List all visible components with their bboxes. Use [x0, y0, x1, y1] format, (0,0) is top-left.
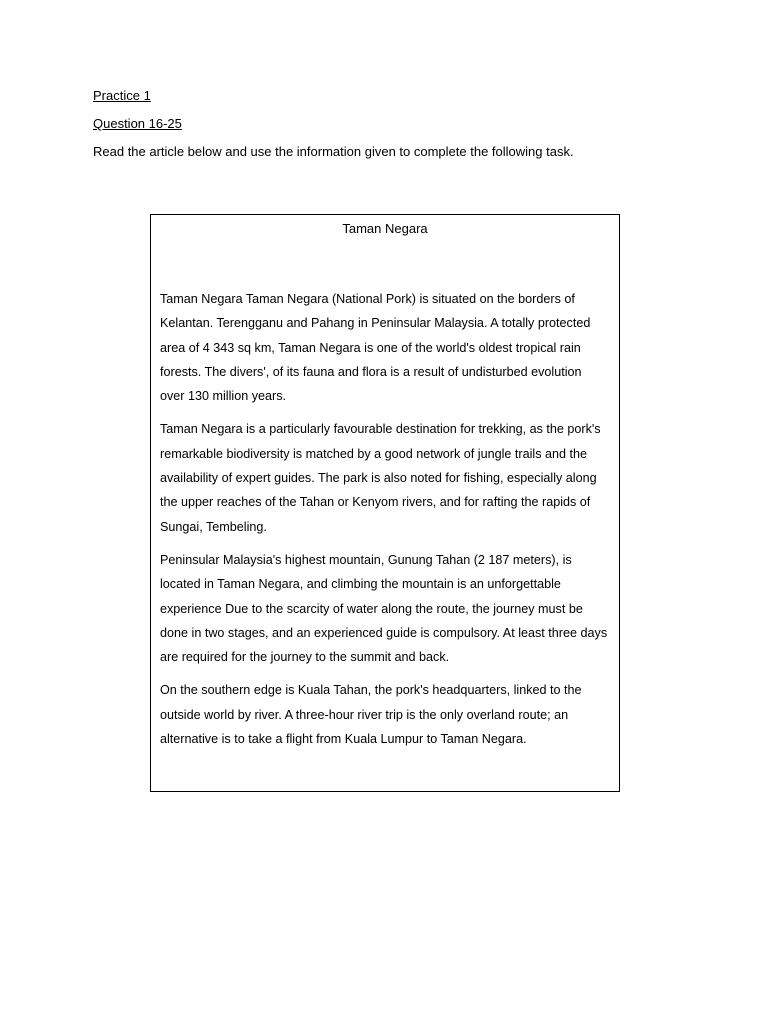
article-paragraph: On the southern edge is Kuala Tahan, the pork's headquarters, linked to the outside world by river. A three-hour river trip is the only overland route; an alternative is to take a flight from Kuala Lumpur to Taman Negara. [160, 683, 582, 747]
article-title: Taman Negara [342, 221, 428, 236]
instruction-text: Read the article below and use the information given to complete the following task. [93, 144, 574, 159]
question-label: Question 16-25 [93, 116, 182, 131]
article-paragraph: Taman Negara is a particularly favourable destination for trekking, as the pork's remarkable biodiversity is matched by a good network of jungle trails and the availability of expert guides. The park is also noted for fishing, especially along the upper reaches of the Tahan or Kenyom rivers, and for rafting the rapids of Sungai, Tembeling. [160, 422, 601, 534]
practice-label: Practice 1 [93, 88, 151, 103]
article-paragraph: Peninsular Malaysia's highest mountain, Gunung Tahan (2 187 meters), is located in Taman Negara, and climbing the mountain is an unforgettable experience Due to the scarcity of water along the route, the journey must be done in two stages, and an experienced guide is compulsory. At least three days are required for the journey to the summit and back. [160, 552, 608, 665]
article-body [160, 287, 608, 760]
article-box [150, 214, 620, 792]
article-paragraph: Taman Negara Taman Negara (National Pork) is situated on the borders of Kelantan. Terengganu and Pahang in Peninsular Malaysia. A totally protected area of 4 343 sq km, Taman Negara is one of the world's oldest tropical rain forests. The divers', of its fauna and flora is a result of undisturbed evolution over 130 million years. [160, 292, 591, 404]
